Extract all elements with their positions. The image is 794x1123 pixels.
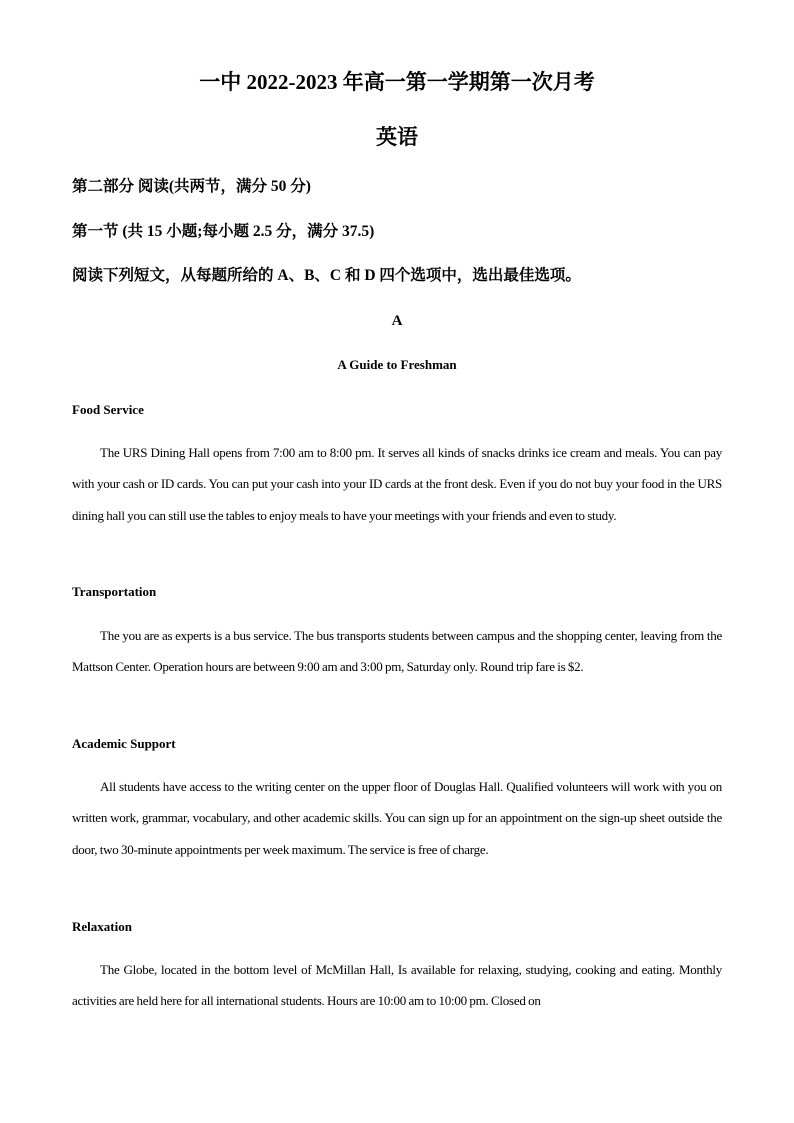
section-instruction: 第一节 (共 15 小题;每小题 2.5 分，满分 37.5) xyxy=(72,223,375,240)
part-instruction: 第二部分 阅读(共两节，满分 50 分) xyxy=(72,178,311,195)
subject-title: 英语 xyxy=(376,125,418,149)
passage-letter: A xyxy=(391,313,403,329)
food-service-paragraph: The URS Dining Hall opens from 7:00 am to 8:00 pm. It serves all kinds of snacks drinks ice cream and meals. You can pay with your cash or ID cards. You can put your cash into your ID cards at the front desk. Even if you do not buy your food in the URS dining hall you can still use the tables to enjoy meals to have your meetings with your friends and even to study. xyxy=(72,445,722,523)
transportation-heading: Transportation xyxy=(72,584,157,599)
academic-support-paragraph: All students have access to the writing center on the upper floor of Douglas Hall. Qualified volunteers will work with you on written work, grammar, vocabulary, and other academic skills. You can sign up for an appointment on the sign-up sheet outside the door, two 30-minute appointments per week maximum. The service is free of charge. xyxy=(72,779,722,857)
relaxation-paragraph: The Globe, located in the bottom level of McMillan Hall, Is available for relaxing, studying, cooking and eating. Monthly activities are held here for all international students. Hours are 10:00 am to 10:00 pm. Closed on xyxy=(72,962,722,1009)
academic-support-heading: Academic Support xyxy=(72,736,176,751)
passage-title: A Guide to Freshman xyxy=(337,357,457,372)
relaxation-heading: Relaxation xyxy=(72,919,132,934)
directions-instruction: 阅读下列短文，从每题所给的 A、B、C 和 D 四个选项中，选出最佳选项。 xyxy=(72,267,581,284)
exam-title: 一中 2022-2023 年高一第一学期第一次月考 xyxy=(199,70,595,94)
transportation-paragraph: The you are as experts is a bus service. The bus transports students between campus and the shopping center, leaving from the Mattson Center. Operation hours are between 9:00 am and 3:00 pm, Saturday only. Round trip fare is $2. xyxy=(72,628,722,675)
food-service-heading: Food Service xyxy=(72,402,144,417)
